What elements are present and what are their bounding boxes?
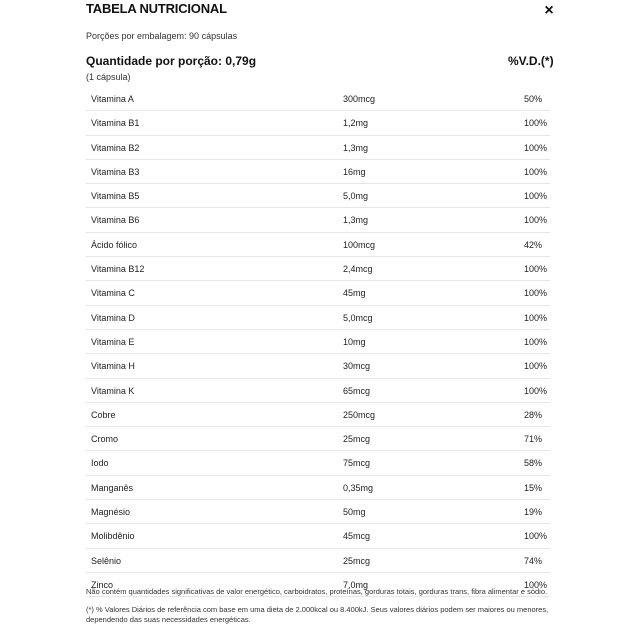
- nutrient-vd: 71%: [524, 434, 543, 445]
- nutrient-vd: 100%: [524, 191, 548, 202]
- nutrient-name: Vitamina D: [91, 312, 135, 323]
- portion-unit: (1 cápsula): [86, 72, 131, 82]
- table-row: [86, 257, 550, 281]
- nutrient-amount: 10mg: [343, 336, 366, 347]
- nutrient-amount: 5,0mg: [343, 191, 369, 202]
- nutrient-name: Vitamina B1: [91, 118, 140, 129]
- nutrient-amount: 25mcg: [343, 555, 371, 566]
- nutrient-vd: 100%: [524, 142, 548, 153]
- nutrient-amount: 16mg: [343, 166, 366, 177]
- table-row: [86, 87, 550, 111]
- footnote-daily-values: (*) % Valores Diários de referência com base em uma dieta de 2.000kcal ou 8.400kJ. Seus valores diários podem ser maiores ou menores, dependendo das suas necessidades energéticas.: [86, 605, 549, 624]
- panel-title: TABELA NUTRICIONAL: [86, 1, 227, 16]
- nutrient-vd: 100%: [524, 166, 548, 177]
- nutrient-amount: 7,0mg: [343, 579, 369, 590]
- nutrient-amount: 45mcg: [343, 531, 371, 542]
- nutrient-name: Vitamina B5: [91, 191, 140, 202]
- table-row: [86, 451, 550, 475]
- nutrient-name: Vitamina A: [91, 94, 134, 104]
- nutrient-vd: 100%: [524, 531, 548, 542]
- nutrient-name: Magnésio: [91, 507, 131, 518]
- table-row: [86, 500, 550, 524]
- vd-column-header: %V.D.(*): [508, 54, 554, 68]
- nutrient-amount: 5,0mcg: [343, 312, 373, 323]
- nutrient-amount: 2,4mcg: [343, 264, 373, 275]
- nutrient-amount: 75mcg: [343, 458, 371, 469]
- nutrient-name: Vitamina B6: [91, 215, 140, 226]
- nutrient-amount: 65mcg: [343, 385, 371, 396]
- nutrient-name: Vitamina B3: [91, 166, 140, 177]
- table-row: [86, 184, 550, 208]
- nutrient-name: Vitamina B12: [91, 264, 145, 275]
- table-row: [86, 403, 550, 427]
- table-row: [86, 476, 550, 500]
- nutrient-vd: 19%: [524, 507, 543, 518]
- table-row: [86, 354, 550, 378]
- nutrient-amount: 0,35mg: [343, 482, 374, 493]
- nutrient-vd: 100%: [524, 288, 548, 299]
- nutrient-name: Ácido fólico: [91, 239, 138, 250]
- nutrient-name: Vitamina B2: [91, 142, 140, 153]
- nutrient-name: Vitamina K: [91, 385, 135, 396]
- nutrient-vd: 28%: [524, 409, 543, 420]
- nutrient-vd: 74%: [524, 555, 543, 566]
- nutrient-amount: 250mcg: [343, 409, 376, 420]
- nutrient-name: Zinco: [91, 579, 114, 590]
- nutrient-vd: 58%: [524, 458, 543, 469]
- nutrient-amount: 1,3mg: [343, 142, 369, 153]
- nutrient-name: Vitamina E: [91, 336, 135, 347]
- table-row: [86, 379, 550, 403]
- table-row: [86, 136, 550, 160]
- nutrient-amount: 45mg: [343, 288, 366, 299]
- nutrient-vd: 50%: [524, 94, 543, 104]
- nutrient-name: Iodo: [91, 458, 109, 469]
- nutrient-name: Molibdênio: [91, 531, 135, 542]
- table-row: [86, 111, 550, 135]
- nutrient-name: Vitamina C: [91, 288, 135, 299]
- nutrient-vd: 100%: [524, 118, 548, 129]
- table-row: [86, 427, 550, 451]
- nutrient-table: [86, 87, 550, 597]
- footnote-insignificant: Não contém quantidades significativas de valor energético, carboidratos, proteínas, gorduras totais, gorduras trans, fibra alimentar e sódio.: [86, 587, 548, 596]
- nutrient-amount: 1,3mg: [343, 215, 369, 226]
- nutrient-vd: 100%: [524, 215, 548, 226]
- nutrient-name: Vitamina H: [91, 361, 135, 372]
- table-row: [86, 160, 550, 184]
- nutrient-name: Cromo: [91, 434, 119, 445]
- table-row: [86, 208, 550, 232]
- quantity-per-portion: Quantidade por porção: 0,79g: [86, 54, 257, 68]
- nutrient-amount: 100mcg: [343, 239, 376, 250]
- table-row: [86, 306, 550, 330]
- nutrient-vd: 100%: [524, 264, 548, 275]
- nutrient-name: Manganês: [91, 482, 134, 493]
- table-row: [86, 233, 550, 257]
- table-row: [86, 549, 550, 573]
- nutrient-vd: 42%: [524, 239, 543, 250]
- table-row: [86, 330, 550, 354]
- nutrient-vd: 100%: [524, 579, 548, 590]
- nutrient-vd: 100%: [524, 312, 548, 323]
- nutrient-amount: 300mcg: [343, 94, 376, 104]
- nutrient-amount: 1,2mg: [343, 118, 369, 129]
- nutrient-name: Cobre: [91, 409, 116, 420]
- nutrient-vd: 100%: [524, 361, 548, 372]
- nutrient-amount: 25mcg: [343, 434, 371, 445]
- table-row: [86, 281, 550, 305]
- nutrient-amount: 30mcg: [343, 361, 371, 372]
- portions-per-package: Porções por embalagem: 90 cápsulas: [86, 31, 238, 41]
- table-row: [86, 524, 550, 548]
- close-icon[interactable]: ×: [544, 2, 554, 19]
- nutrient-name: Selênio: [91, 555, 122, 566]
- nutrient-vd: 100%: [524, 336, 548, 347]
- nutrient-vd: 15%: [524, 482, 543, 493]
- nutrient-amount: 50mg: [343, 507, 366, 518]
- nutrient-vd: 100%: [524, 385, 548, 396]
